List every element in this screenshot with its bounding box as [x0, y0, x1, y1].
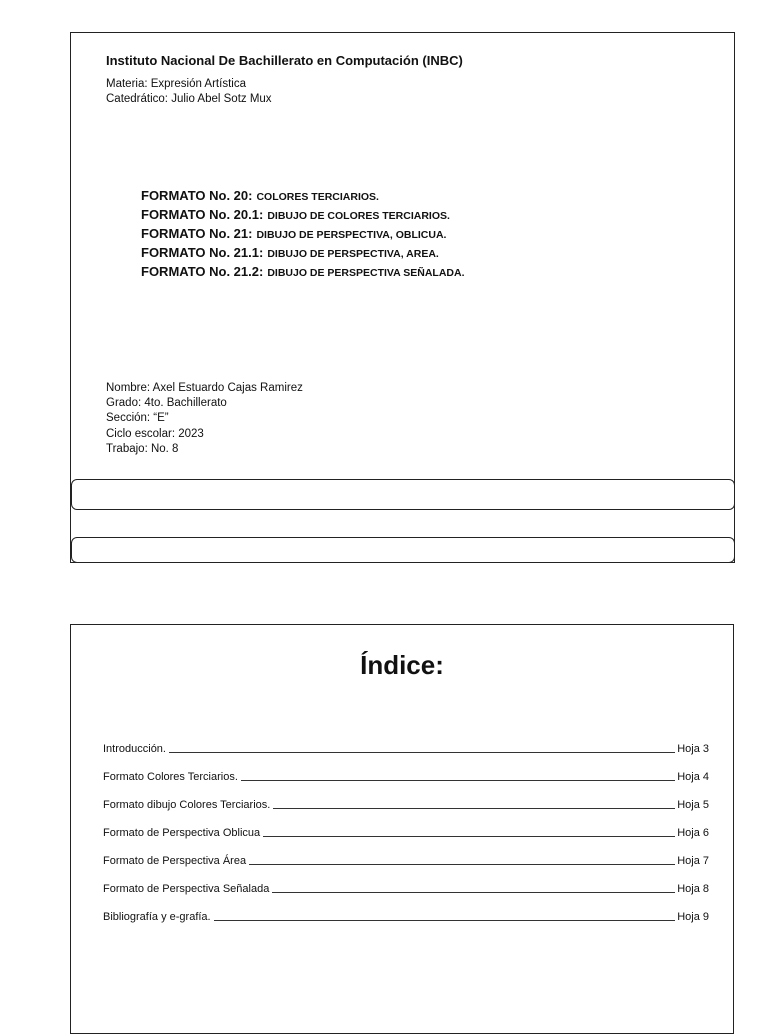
- index-entry-label: Bibliografía y e-grafía.: [103, 911, 211, 923]
- format-item: [141, 263, 465, 282]
- index-leader-line: [272, 891, 675, 893]
- index-page: [70, 624, 734, 1034]
- format-description: DIBUJO DE PERSPECTIVA, AREA.: [267, 248, 439, 260]
- index-entry-label: Formato Colores Terciarios.: [103, 771, 238, 783]
- subject-line: Materia: Expresión Artística: [106, 78, 246, 90]
- student-grade: Grado: 4to. Bachillerato: [106, 397, 227, 410]
- index-list: [103, 727, 709, 923]
- cover-page: [70, 32, 735, 563]
- index-entry-label: Formato de Perspectiva Señalada: [103, 883, 270, 895]
- teacher-line: Catedrático: Julio Abel Sotz Mux: [106, 93, 272, 105]
- format-code: FORMATO No. 21.1:: [141, 245, 264, 260]
- student-name: Nombre: Axel Estuardo Cajas Ramirez: [106, 382, 303, 394]
- index-entry-page: Hoja 3: [677, 743, 709, 755]
- institution-name: Instituto Nacional De Bachillerato en Computación (INBC): [106, 53, 463, 68]
- format-item: [141, 225, 465, 244]
- format-list: [141, 187, 465, 282]
- index-entry-page: Hoja 4: [677, 771, 709, 783]
- index-leader-line: [263, 835, 675, 837]
- format-description: DIBUJO DE PERSPECTIVA, OBLICUA.: [256, 229, 447, 241]
- index-entry: [103, 867, 709, 895]
- format-description: DIBUJO DE COLORES TERCIARIOS.: [267, 210, 450, 222]
- format-description: DIBUJO DE PERSPECTIVA SEÑALADA.: [267, 267, 465, 279]
- index-leader-line: [273, 807, 675, 809]
- index-entry-label: Introducción.: [103, 743, 166, 755]
- index-entry-page: Hoja 6: [677, 827, 709, 839]
- index-title: Índice:: [360, 650, 444, 680]
- school-year: Ciclo escolar: 2023: [106, 427, 204, 440]
- index-entry-page: Hoja 9: [677, 911, 709, 923]
- index-entry: [103, 839, 709, 867]
- footer-box: [71, 537, 735, 563]
- index-entry: [103, 783, 709, 811]
- work-number: Trabajo: No. 8: [106, 442, 179, 455]
- index-entry: [103, 811, 709, 839]
- index-entry: [103, 755, 709, 783]
- footer-box: [71, 479, 735, 510]
- index-entry: [103, 727, 709, 755]
- index-entry-page: Hoja 7: [677, 855, 709, 867]
- index-leader-line: [169, 751, 675, 753]
- index-entry-page: Hoja 5: [677, 799, 709, 811]
- index-leader-line: [249, 863, 675, 865]
- format-item: [141, 206, 465, 225]
- index-entry-label: Formato de Perspectiva Área: [103, 855, 247, 867]
- index-leader-line: [214, 919, 676, 921]
- format-description: COLORES TERCIARIOS.: [256, 191, 379, 203]
- format-code: FORMATO No. 20:: [141, 188, 253, 203]
- format-code: FORMATO No. 21.2:: [141, 264, 264, 279]
- index-entry-page: Hoja 8: [677, 883, 709, 895]
- index-leader-line: [241, 779, 675, 781]
- index-entry-label: Formato dibujo Colores Terciarios.: [103, 799, 271, 811]
- format-code: FORMATO No. 21:: [141, 226, 253, 241]
- format-item: [141, 244, 465, 263]
- student-info: [106, 381, 303, 457]
- index-entry: [103, 895, 709, 923]
- student-section: Sección: “E”: [106, 412, 169, 425]
- format-item: [141, 187, 465, 206]
- index-entry-label: Formato de Perspectiva Oblicua: [103, 827, 261, 839]
- format-code: FORMATO No. 20.1:: [141, 207, 264, 222]
